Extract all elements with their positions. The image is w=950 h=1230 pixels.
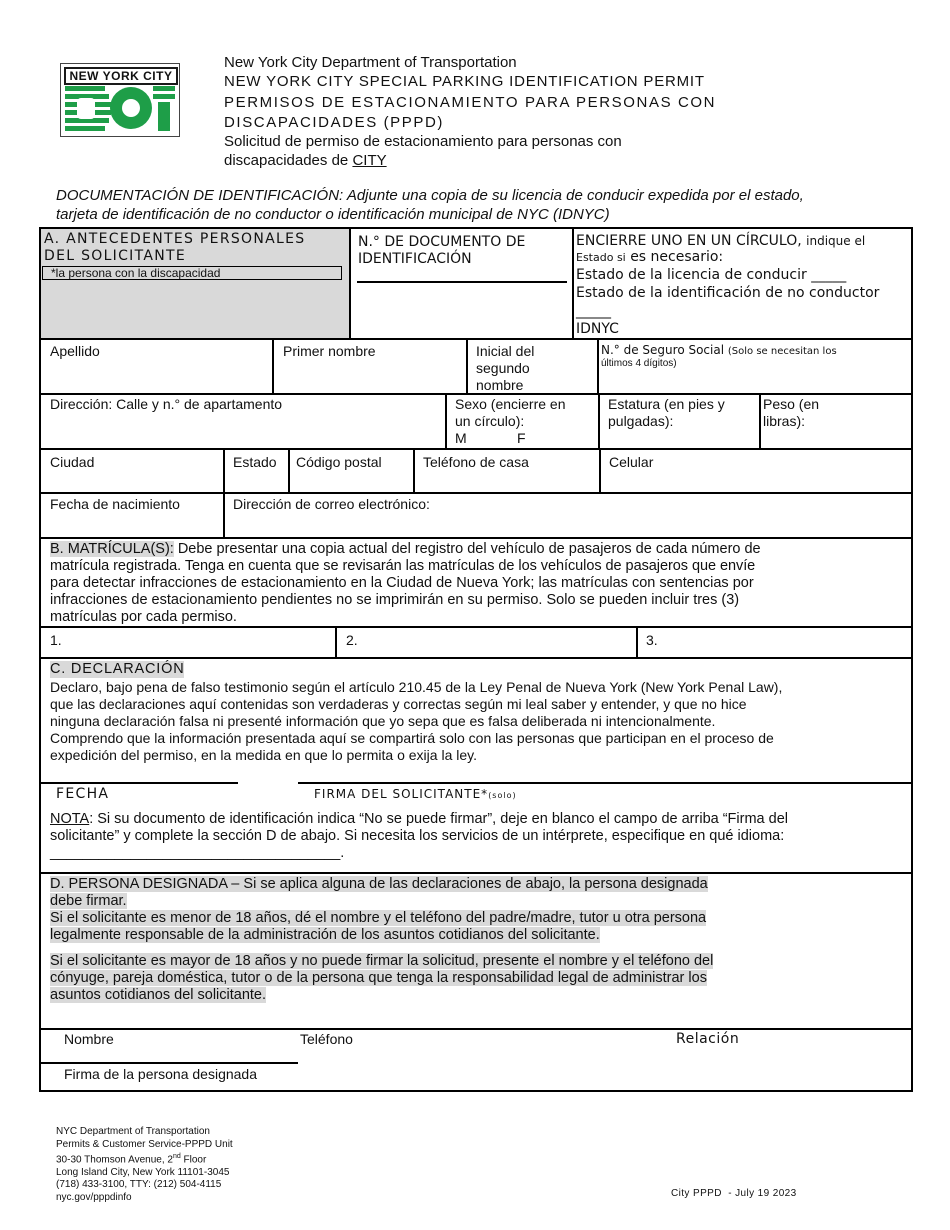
id-doc-label-2: IDENTIFICACIÓN (358, 251, 472, 267)
designee-signature-line[interactable] (41, 1062, 298, 1064)
footer-line-3a: 30-30 Thomson Avenue, 2 (56, 1154, 173, 1166)
section-c-text-1: Declaro, bajo pena de falso testimonio según el artículo 210.45 de la Ley Penal de Nueva York (New York Penal Law), (50, 679, 783, 695)
section-a-title-1: A. ANTECEDENTES PERSONALES (44, 231, 306, 247)
header-subtitle-2-city: CITY (352, 152, 387, 169)
section-d-title-2: debe firmar. (50, 893, 127, 909)
ciudad-field[interactable]: Ciudad (50, 454, 95, 470)
inicial-label-2: segundo (476, 360, 530, 376)
footer-line-5: (718) 433-3100, TTY: (212) 504-4115 (56, 1179, 222, 1191)
firma-label-note: (solo) (488, 791, 517, 800)
estado-field[interactable]: Estado (233, 454, 277, 470)
apellido-field[interactable]: Apellido (50, 343, 100, 359)
section-d-text (50, 876, 713, 1004)
designee-firma-label: Firma de la persona designada (64, 1066, 258, 1082)
designee-relacion-field[interactable]: Relación (676, 1031, 740, 1047)
firma-label-text: FIRMA DEL SOLICITANTE* (314, 787, 489, 801)
section-b-text-4: infracciones de estacionamiento pendientes no se imprimirán en su permiso. Solo se pueden incluir tres (3) (50, 592, 740, 608)
codigo-postal-field[interactable]: Código postal (296, 454, 382, 470)
header-subtitle-2-prefix: discapacidades de (224, 152, 353, 169)
circle-one-label-main: ENCIERRE UNO EN UN CÍRCULO, (576, 233, 802, 249)
id-doc-label-1: N.° DE DOCUMENTO DE (358, 234, 526, 250)
section-b-text-5: matrículas por cada permiso. (50, 609, 237, 625)
ssn-label: N.° de Seguro Social (601, 343, 725, 357)
sexo-label-1: Sexo (encierre en (455, 396, 566, 412)
section-d-p2-1: Si el solicitante es mayor de 18 años y no puede firmar la solicitud, presente el nombre y el teléfono del (50, 953, 714, 969)
ssn-note-2: últimos 4 dígitos) (601, 358, 677, 369)
circle-state-prefix: Estado si (576, 251, 626, 264)
id-doc-note-1: DOCUMENTACIÓN DE IDENTIFICACIÓN: Adjunte una copia de su licencia de conducir expedida por el estado, (56, 187, 804, 204)
firma-signature-line[interactable] (298, 782, 911, 784)
section-d-p1-2: legalmente responsable de la administración de los asuntos cotidianos del solicitante. (50, 927, 600, 943)
header-agency: New York City Department of Transportation (224, 54, 517, 71)
nota-label: NOTA (50, 811, 90, 827)
primer-nombre-field[interactable]: Primer nombre (283, 343, 376, 359)
form-version: City PPPD - July 19 2023 (671, 1188, 797, 1199)
plate-field-2[interactable]: 2. (346, 632, 358, 648)
inicial-label-1[interactable]: Inicial del (476, 343, 535, 359)
header-title-en: NEW YORK CITY SPECIAL PARKING IDENTIFICATION PERMIT (224, 73, 705, 90)
circle-one-label-suffix: indique el (806, 234, 866, 248)
peso-label-2: libras): (763, 413, 806, 429)
estatura-label-1[interactable]: Estatura (en pies y (608, 396, 725, 412)
footer-address (56, 1126, 233, 1204)
peso-label-1[interactable]: Peso (en (763, 396, 820, 412)
nota-text-2: solicitante” y complete la sección D de abajo. Si necesita los servicios de un intérprete, especifique en qué idioma: (50, 828, 785, 844)
section-b-text (50, 541, 910, 626)
section-c-text (50, 679, 782, 764)
header-subtitle-1: Solicitud de permiso de estacionamiento para personas con (224, 133, 622, 150)
plate-field-1[interactable]: 1. (50, 632, 62, 648)
logo-top-text: NEW YORK CITY (64, 67, 178, 85)
id-doc-number-field[interactable] (357, 281, 567, 283)
section-b-text-1: Debe presentar una copia actual del registro del vehículo de pasajeros de cada número de (177, 541, 761, 557)
interpreter-language-field[interactable]: ____________________________________. (50, 845, 345, 861)
footer-line-3-sup: nd (172, 1153, 181, 1160)
header-title-es-1: PERMISOS DE ESTACIONAMIENTO PARA PERSONAS CON (224, 94, 717, 111)
circle-one-label (576, 233, 865, 250)
logo-bottom-text (61, 64, 63, 65)
celular-field[interactable]: Celular (609, 454, 654, 470)
section-c-text-4: Comprendo que la información presentada aquí se compartirá solo con las personas que participan en el proceso de (50, 730, 774, 746)
id-doc-note-2: tarjeta de identificación de no conductor o identificación municipal de NYC (IDNYC) (56, 206, 610, 223)
section-d-title: D. PERSONA DESIGNADA – Si se aplica alguna de las declaraciones de abajo, la persona designada (50, 876, 708, 892)
firma-label (314, 786, 517, 804)
option-non-driver-blank: _____ (576, 303, 611, 319)
footer-line-4: Long Island City, New York 11101-3045 (56, 1166, 230, 1178)
option-driver-license[interactable]: Estado de la licencia de conducir _____ (576, 267, 847, 283)
nota-text-1: : Si su documento de identificación indica “No se puede firmar”, deje en blanco el campo de arriba “Firma del (89, 811, 788, 827)
fecha-signature-line[interactable] (41, 782, 238, 784)
header-title-es-2: DISCAPACIDADES (PPPD) (224, 114, 445, 131)
fecha-label: FECHA (56, 786, 110, 802)
fecha-nacimiento-field[interactable]: Fecha de nacimiento (50, 496, 180, 512)
footer-line-1: NYC Department of Transportation (56, 1126, 210, 1137)
header-subtitle-2 (224, 151, 387, 170)
section-d-p2-3: asuntos cotidianos del solicitante. (50, 987, 267, 1003)
section-b-text-2: matrícula registrada. Tenga en cuenta que se revisarán las matrículas de los vehículos de pasajeros que envíe (50, 558, 756, 574)
designee-nombre-field[interactable]: Nombre (64, 1031, 114, 1047)
inicial-label-3: nombre (476, 377, 524, 393)
nyc-dot-logo (60, 63, 180, 137)
nota-text (50, 811, 788, 862)
section-c-text-3: ninguna declaración falsa ni presenté información que yo sepa que es falsa deliberada ni intencionalmente. (50, 713, 716, 729)
designee-telefono-field[interactable]: Teléfono (300, 1031, 353, 1047)
footer-line-2: Permits & Customer Service-PPPD Unit (56, 1138, 233, 1150)
sexo-option-f[interactable]: F (517, 430, 526, 446)
option-idnyc[interactable]: IDNYC (576, 321, 619, 337)
section-c-text-5: expedición del permiso, en la medida en que lo permita o exija la ley. (50, 747, 477, 763)
telefono-casa-field[interactable]: Teléfono de casa (423, 454, 529, 470)
section-d-p2-2: cónyuge, pareja doméstica, tutor o de la persona que tenga la responsabilidad legal de administrar los (50, 970, 707, 986)
section-a-subtitle: *la persona con la discapacidad (42, 266, 342, 280)
circle-one-state (576, 249, 723, 266)
section-b-text-3: para detectar infracciones de estacionamiento en la Ciudad de Nueva York; las matrículas con sentencias por (50, 575, 754, 591)
direccion-field[interactable]: Dirección: Calle y n.° de apartamento (50, 396, 283, 412)
sexo-option-m[interactable]: M (455, 430, 467, 446)
section-c-title: C. DECLARACIÓN (50, 661, 185, 677)
circle-state-suffix: es necesario: (630, 249, 724, 265)
logo-dot-graphic (65, 86, 175, 132)
plate-field-3[interactable]: 3. (646, 632, 658, 648)
section-d-p1-1: Si el solicitante es menor de 18 años, dé el nombre y el teléfono del padre/madre, tutor u otra persona (50, 910, 707, 926)
section-c-text-2: que las declaraciones aquí contenidas son verdaderas y correctas según mi leal saber y entender, y que no hice (50, 696, 747, 712)
estatura-label-2: pulgadas): (608, 413, 674, 429)
footer-line-6[interactable]: nyc.gov/pppdinfo (56, 1191, 132, 1203)
section-a-title-2: DEL SOLICITANTE (44, 248, 187, 264)
footer-line-3b: Floor (180, 1154, 207, 1166)
option-non-driver-id[interactable]: Estado de la identificación de no conductor (576, 285, 880, 301)
section-b-title: B. MATRÍCULA(S): (50, 541, 174, 557)
correo-field[interactable]: Dirección de correo electrónico: (233, 496, 430, 512)
ssn-note-1: (Solo se necesitan los (727, 346, 837, 357)
sexo-label-2: un círculo): (455, 413, 525, 429)
footer-line-3 (56, 1151, 233, 1167)
